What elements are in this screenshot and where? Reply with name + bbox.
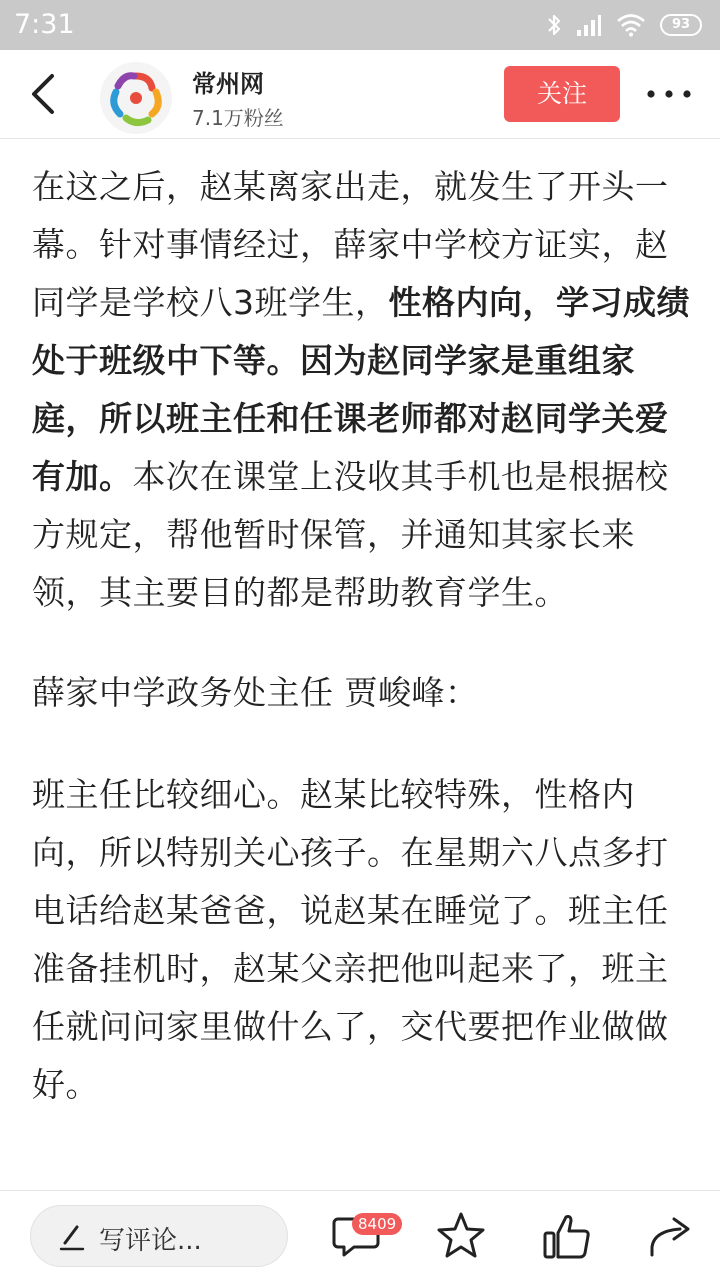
- paragraph-text: 在这之后，赵某离家出走，就发生了开头一幕。针对事情经过，薛家中学校方证实，赵同学是学校八3班学生，: [32, 167, 669, 322]
- paragraph-text: 本次在课堂上没收其手机也是根据校方规定，帮他暂时保管，并通知其家长来领，其主要目的都是帮助教育学生。: [32, 457, 669, 612]
- pen-icon: [59, 1223, 85, 1251]
- status-bar: [0, 0, 720, 50]
- speaker-line: 薛家中学政务处主任 贾峻峰：: [32, 673, 479, 712]
- battery-indicator: [660, 14, 702, 36]
- article-header: [0, 50, 720, 139]
- account-logo-icon: [100, 62, 172, 134]
- wifi-icon: [616, 13, 646, 37]
- share-icon[interactable]: [644, 1209, 698, 1263]
- bluetooth-icon: [546, 12, 562, 38]
- bottom-action-bar: [0, 1190, 720, 1281]
- back-icon[interactable]: [22, 68, 68, 120]
- status-icons: [546, 12, 702, 38]
- account-fans: 7.1万粉丝: [192, 106, 284, 130]
- battery-level: 93: [671, 17, 691, 32]
- follow-button[interactable]: 关注: [504, 66, 620, 122]
- article-body: [32, 150, 692, 1114]
- thumbs-up-icon[interactable]: [540, 1209, 594, 1263]
- comment-count-badge: 8409: [352, 1213, 402, 1235]
- article-paragraph: 班主任比较细心。赵某比较特殊，性格内向，所以特别关心孩子。在星期六八点多打电话给赵某爸爸，说赵某在睡觉了。班主任准备挂机时，赵某父亲把他叫起来了，班主任就问问家里做什么了，交代要把作业做做好。: [32, 775, 669, 1104]
- article-paragraph: [32, 158, 692, 622]
- signal-icon: [576, 13, 602, 37]
- comment-placeholder: 写评论...: [99, 1226, 202, 1256]
- status-time: 7:31: [14, 9, 75, 40]
- bold-text: 性格内向，学习成绩处于班级中下等。因为赵同学家是重组家庭，所以班主任和任课老师都对赵同学关爱有加。: [32, 283, 690, 496]
- more-icon[interactable]: [636, 76, 702, 112]
- account-name[interactable]: 常州网: [192, 70, 264, 98]
- star-icon[interactable]: [434, 1209, 488, 1263]
- comment-input[interactable]: [30, 1205, 288, 1267]
- account-avatar[interactable]: [100, 62, 172, 134]
